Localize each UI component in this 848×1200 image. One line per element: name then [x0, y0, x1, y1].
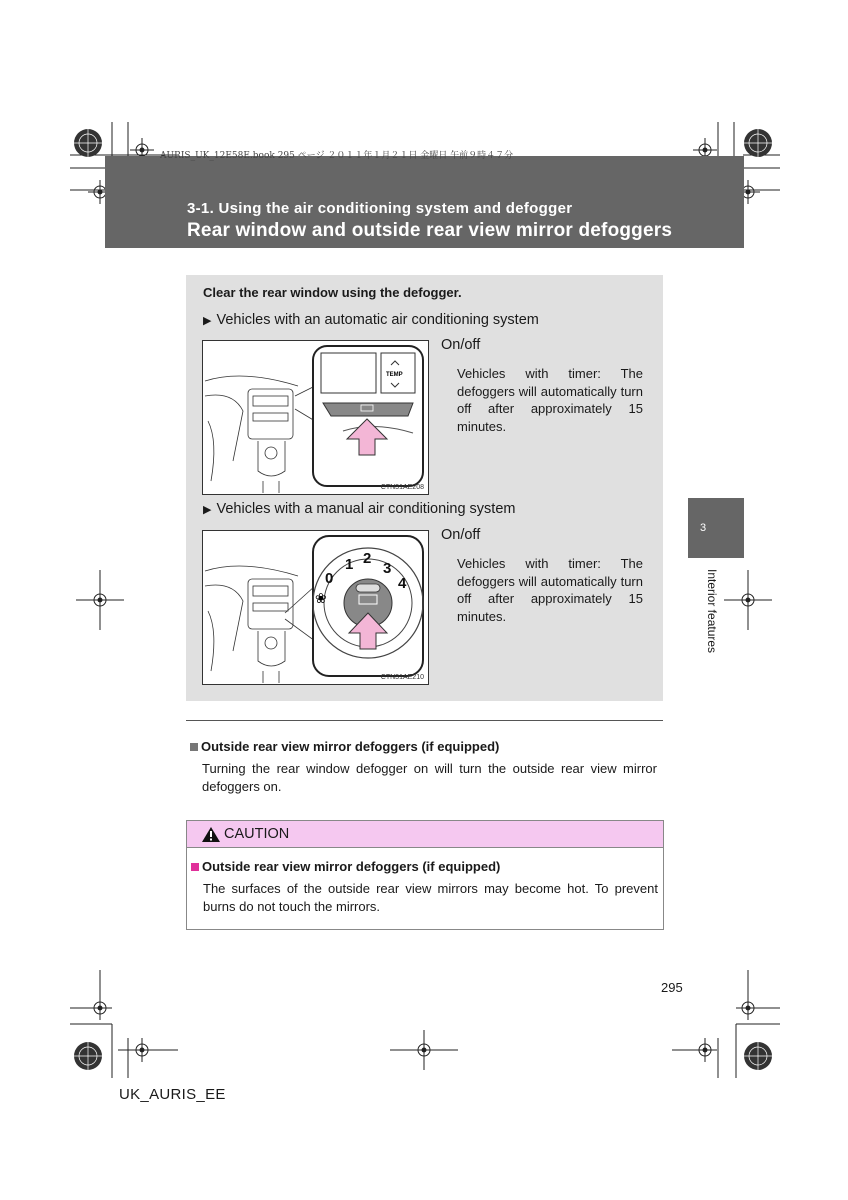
timer-note: Vehicles with timer: The defoggers will automatically turn off after approximately 15 minutes.: [457, 366, 643, 434]
vehicle-automatic-heading: [203, 312, 539, 328]
section-heading: 3-1. Using the air conditioning system and defogger: [187, 200, 573, 217]
defogger-instructions-box: [186, 275, 663, 701]
caution-heading: [191, 859, 500, 874]
figure-manual-control: [202, 530, 429, 685]
caution-header: [187, 821, 663, 848]
intro-text: Clear the rear window using the defogger.: [203, 285, 462, 300]
figure-automatic-control: [202, 340, 429, 495]
divider: [186, 720, 663, 721]
outside-mirror-text: Turning the rear window defogger on will turn the outside rear view mirror defoggers on.: [202, 761, 657, 794]
dial-label-3: 3: [383, 560, 392, 577]
square-bullet-icon: [191, 863, 199, 871]
fan-icon: ❀: [315, 591, 327, 607]
triangle-bullet-icon: ▶: [203, 504, 212, 516]
print-info: AURIS_UK_12E58E.book 295 ページ ２０１１年１月２１日 金曜日 午前９時４７分: [160, 151, 514, 161]
outside-mirror-heading-text: Outside rear view mirror defoggers (if equipped): [201, 739, 500, 754]
figure-code: CTN31AE210: [380, 674, 424, 681]
dial-label-0: 0: [325, 570, 334, 587]
chapter-header: [105, 156, 744, 248]
dial-label-1: 1: [345, 556, 354, 573]
square-bullet-icon: [190, 743, 198, 751]
page-title: Rear window and outside rear view mirror defoggers: [187, 220, 673, 241]
on-off-label: On/off: [441, 337, 481, 353]
page-number: 295: [661, 980, 683, 995]
caution-heading-text: Outside rear view mirror defoggers (if equipped): [202, 859, 501, 874]
caution-label: CAUTION: [224, 826, 290, 842]
triangle-bullet-icon: ▶: [203, 315, 212, 327]
chapter-tab: [688, 498, 744, 558]
chapter-number: 3: [700, 522, 707, 534]
vehicle-automatic-label: Vehicles with an automatic air conditioning system: [216, 312, 539, 328]
dashboard-manual-illustration: [203, 531, 428, 684]
dashboard-automatic-illustration: [203, 341, 428, 494]
on-off-label: On/off: [441, 527, 481, 543]
figure-code: CTN31AE208: [380, 484, 424, 491]
timer-note: Vehicles with timer: The defoggers will automatically turn off after approximately 15 minutes.: [457, 556, 643, 624]
vehicle-manual-label: Vehicles with a manual air conditioning system: [216, 501, 516, 517]
vehicle-manual-heading: [203, 501, 515, 517]
outside-mirror-heading: [190, 739, 499, 754]
temp-label: TEMP: [386, 372, 403, 378]
dial-label-2: 2: [363, 550, 372, 567]
caution-text: The surfaces of the outside rear view mirrors may become hot. To prevent burns do not touch the mirrors.: [203, 881, 658, 914]
chapter-label: Interior features: [705, 569, 719, 654]
warning-icon: [201, 826, 221, 843]
caution-box: [186, 820, 664, 930]
dial-label-4: 4: [398, 575, 407, 592]
footer-code: UK_AURIS_EE: [119, 1086, 226, 1103]
